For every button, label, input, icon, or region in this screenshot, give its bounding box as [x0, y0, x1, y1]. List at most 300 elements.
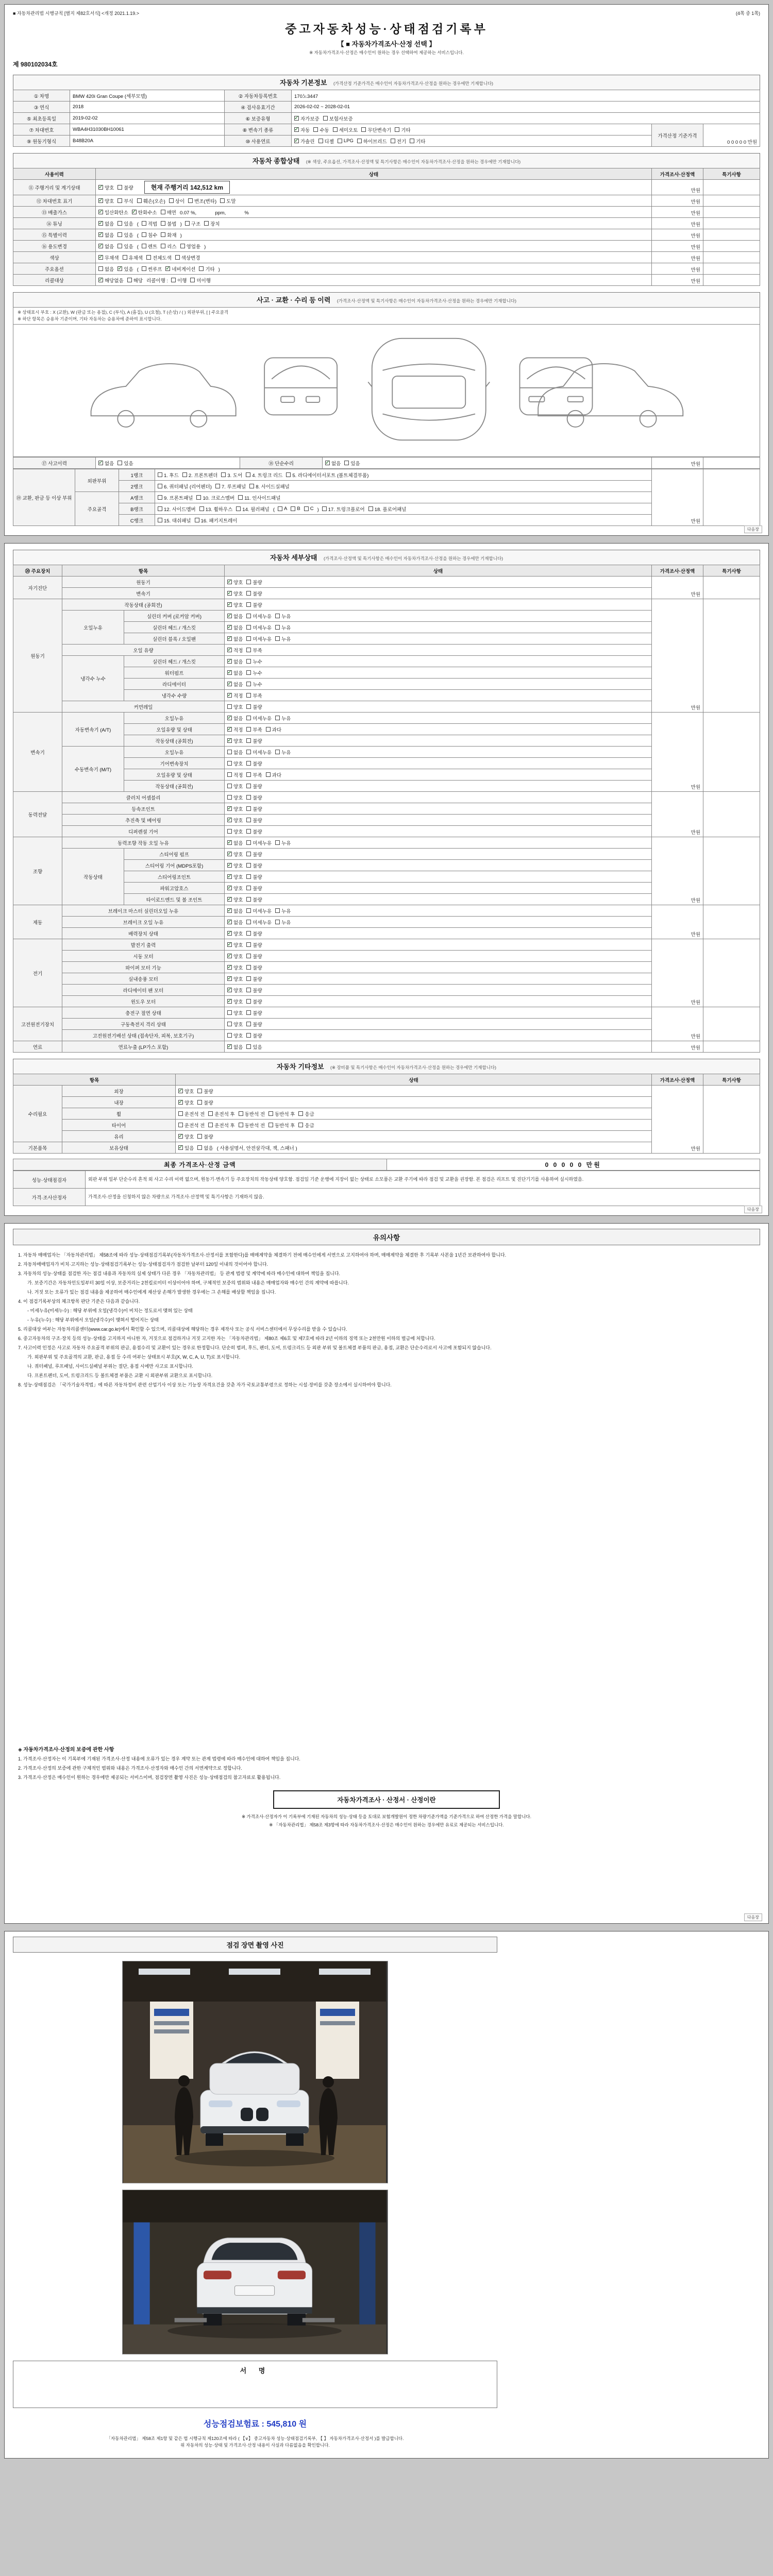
next-page-label[interactable]: 다음장: [744, 526, 762, 533]
checkbox-구조[interactable]: [185, 220, 200, 227]
checkbox-양호[interactable]: [227, 953, 243, 960]
checkbox-양호[interactable]: [227, 828, 243, 835]
checkbox-불량[interactable]: [197, 1133, 213, 1140]
field-label: ⑤ 최초등록일: [13, 113, 70, 124]
section-note-accident: (가격조사·산정액 및 특기사항은 매수인이 자동차가격조사·산정을 원하는 경우에만 기재합니다): [337, 298, 516, 303]
checkbox-불량[interactable]: [246, 1009, 262, 1016]
checkbox-양호[interactable]: [98, 197, 114, 205]
car-outline-diagram-svg: [52, 329, 721, 450]
field-label: ⑫ 차대번호 표기: [13, 195, 96, 207]
field-value: [225, 826, 652, 837]
checkbox-label: 미이행: [196, 278, 211, 284]
checkbox-3. 도어[interactable]: [221, 471, 242, 479]
checkbox-적정[interactable]: [227, 726, 243, 733]
checkbox-미이행[interactable]: [190, 277, 211, 284]
checkbox-있음[interactable]: [117, 220, 133, 227]
checkbox-적정[interactable]: [227, 692, 243, 699]
checkbox-불량[interactable]: [246, 579, 262, 586]
checkbox-box: [246, 659, 251, 664]
checkbox-있음[interactable]: [117, 231, 133, 239]
checkbox-box: [227, 682, 232, 686]
checkbox-이행[interactable]: [171, 277, 187, 284]
checkbox-label: 양호: [233, 580, 243, 586]
checkbox-불량[interactable]: [246, 964, 262, 971]
field-label: 브레이크 마스터 실린더오일 누유: [62, 905, 225, 917]
checkbox-A[interactable]: [278, 506, 287, 512]
checkbox-box: [204, 221, 209, 226]
checkbox-box: [333, 127, 338, 132]
checkbox-없음[interactable]: [227, 613, 243, 620]
field-label: 원동기: [62, 577, 225, 588]
checkbox-없음[interactable]: [227, 919, 243, 926]
checkbox-일산화탄소[interactable]: [98, 209, 128, 216]
checkbox-누유[interactable]: [275, 919, 291, 926]
checkbox-운전석 전[interactable]: [178, 1122, 205, 1129]
field-label: 상태: [96, 168, 652, 180]
checkbox-양호[interactable]: [178, 1088, 194, 1095]
checkbox-box: [268, 1111, 273, 1116]
checkbox-있음[interactable]: [178, 1144, 194, 1151]
checkbox-label: 불량: [204, 1089, 213, 1095]
checkbox-누유[interactable]: [275, 613, 291, 620]
checkbox-label: 없음: [105, 461, 114, 467]
table-row: [13, 241, 760, 252]
checkbox-불량[interactable]: [246, 817, 262, 824]
checkbox-box: [98, 244, 103, 248]
checkbox-box: [178, 1123, 183, 1127]
checkbox-운전석 후[interactable]: [208, 1110, 234, 1117]
checkbox-불량[interactable]: [246, 930, 262, 937]
field-value: [96, 195, 652, 207]
checkbox-양호[interactable]: [178, 1099, 194, 1106]
checkbox-동반석 후[interactable]: [268, 1110, 295, 1117]
checkbox-미세누유[interactable]: [246, 613, 272, 620]
checkbox-label: 운전석 후: [214, 1123, 235, 1129]
checkbox-자가보증[interactable]: [294, 115, 320, 122]
checkbox-동반석 전[interactable]: [239, 1110, 265, 1117]
checkbox-양호[interactable]: [227, 590, 243, 597]
checkbox-box: [391, 139, 395, 143]
checkbox-전체도색[interactable]: [146, 254, 172, 261]
checkbox-부족[interactable]: [246, 647, 262, 654]
checkbox-18. 플로어패널[interactable]: [368, 505, 407, 513]
checkbox-12. 사이드멤버[interactable]: [158, 505, 196, 513]
checkbox-누수[interactable]: [246, 658, 262, 665]
checkbox-적정[interactable]: [227, 771, 243, 778]
car-top-view: [368, 338, 490, 440]
checkbox-box: [246, 772, 251, 777]
checkbox-양호[interactable]: [227, 851, 243, 858]
checkbox-box: [227, 908, 232, 913]
checkbox-11. 인사이드패널[interactable]: [238, 494, 280, 501]
field-value: 2019-02-02: [70, 113, 225, 124]
checkbox-box: [227, 738, 232, 743]
checkbox-양호[interactable]: [227, 964, 243, 971]
checkbox-없음[interactable]: [227, 839, 243, 846]
field-value: [703, 713, 760, 792]
checkbox-양호[interactable]: [227, 1032, 243, 1039]
checkbox-부족[interactable]: [246, 771, 262, 778]
checkbox-양호[interactable]: [227, 703, 243, 710]
checkbox-누수[interactable]: [246, 681, 262, 688]
checkbox-17. 트렁크플로어[interactable]: [322, 505, 365, 513]
checkbox-디젤[interactable]: [318, 138, 334, 145]
checkbox-전기[interactable]: [391, 138, 406, 145]
checkbox-양호[interactable]: [227, 760, 243, 767]
checkbox-양호[interactable]: [227, 783, 243, 790]
checkbox-불량[interactable]: [246, 1032, 262, 1039]
checkbox-label: 미세누유: [253, 716, 272, 722]
field-value: [96, 207, 652, 218]
checkbox-적법[interactable]: [142, 220, 157, 227]
checkbox-있음[interactable]: [117, 243, 133, 250]
table-row: [13, 218, 760, 229]
checkbox-양호[interactable]: [227, 998, 243, 1005]
checkbox-없음[interactable]: [227, 624, 243, 631]
field-value: [703, 263, 760, 275]
checkbox-없음[interactable]: [227, 681, 243, 688]
checkbox-누유[interactable]: [275, 907, 291, 914]
checkbox-양호[interactable]: [227, 1021, 243, 1028]
checkbox-label: 수동: [320, 127, 329, 133]
checkbox-불량[interactable]: [246, 941, 262, 948]
checkbox-label: 리스: [167, 244, 177, 250]
checkbox-탄화수소[interactable]: [132, 209, 157, 216]
checkbox-box: [246, 897, 251, 902]
checkbox-label: 불량: [253, 1033, 262, 1039]
checkbox-불량[interactable]: [246, 601, 262, 608]
checkbox-미세누유[interactable]: [246, 749, 272, 756]
checkbox-label: 적법: [147, 221, 158, 227]
field-value: [703, 207, 760, 218]
table-row: [13, 611, 760, 622]
checkbox-box: [266, 727, 271, 732]
field-value: 만원: [652, 229, 703, 241]
table-row: [13, 1030, 760, 1041]
section-header-detail: [13, 550, 760, 565]
field-value: [176, 1131, 652, 1142]
checkbox-label: 매연: [166, 210, 176, 216]
field-value: 만원: [652, 939, 703, 1007]
checkbox-부족[interactable]: [246, 726, 262, 733]
checkbox-14. 필러패널[interactable]: [236, 505, 270, 513]
field-label: 최종 가격조사·산정 금액: [13, 1159, 387, 1171]
checkbox-있음[interactable]: [344, 460, 360, 467]
checkbox-색상변경[interactable]: [175, 254, 200, 261]
checkbox-불량[interactable]: [246, 953, 262, 960]
checkbox-box: [161, 210, 165, 214]
checkbox-불량[interactable]: [246, 783, 262, 790]
checkbox-4. 트렁크 리드[interactable]: [246, 471, 282, 479]
checkbox-13. 휠하우스[interactable]: [199, 505, 233, 513]
checkbox-label: 누수: [253, 682, 262, 688]
checkbox-label: 불량: [253, 863, 262, 869]
field-label: 유리: [62, 1131, 176, 1142]
checkbox-양호[interactable]: [227, 579, 243, 586]
checkbox-누수[interactable]: [246, 669, 262, 676]
checkbox-세미오토[interactable]: [333, 126, 358, 133]
checkbox-label: 불량: [253, 874, 262, 880]
checkbox-양호[interactable]: [227, 737, 243, 744]
checkbox-썬루프[interactable]: [142, 265, 162, 273]
field-value: WBA4H31030BH10061: [70, 124, 225, 135]
cell-text: (: [137, 267, 139, 273]
checkbox-없음[interactable]: [197, 1144, 213, 1151]
checkbox-양호[interactable]: [98, 184, 114, 191]
checkbox-훼손(오손)[interactable]: [137, 197, 165, 205]
checkbox-없음[interactable]: [227, 749, 243, 756]
checkbox-불량[interactable]: [246, 828, 262, 835]
checkbox-미세누유[interactable]: [246, 839, 272, 846]
checkbox-label: 미세누유: [253, 908, 272, 914]
notice-line: 8. 성능·상태점검은 「국가기술자격법」에 따른 자동차정비 관련 산업기사 이상 또는 기능장 자격요건을 갖춘 자가 국토교통부령으로 정하는 시설·장비를 갖춘 장소에서 실시하여야 합니다.: [18, 1382, 392, 1387]
checkbox-없음[interactable]: [98, 231, 114, 239]
checkbox-누유[interactable]: [275, 839, 291, 846]
field-label: 구동축전지 격리 상태: [62, 1019, 225, 1030]
checkbox-없음[interactable]: [227, 658, 243, 665]
checkbox-label: 양호: [233, 976, 243, 982]
checkbox-양호[interactable]: [227, 885, 243, 892]
field-label: 윈도우 모터: [62, 996, 225, 1007]
checkbox-LPG[interactable]: [338, 138, 354, 144]
checkbox-양호[interactable]: [178, 1133, 194, 1140]
checkbox-불량[interactable]: [246, 975, 262, 982]
checkbox-불량[interactable]: [246, 590, 262, 597]
checkbox-불량[interactable]: [246, 703, 262, 710]
table-row: [13, 135, 760, 147]
checkbox-누유[interactable]: [275, 715, 291, 722]
checkbox-없음[interactable]: [98, 220, 114, 227]
photos-title: 점검 장면 촬영 사진: [13, 1937, 497, 1953]
checkbox-label: 양호: [233, 806, 243, 812]
checkbox-label: 양호: [105, 198, 114, 205]
checkbox-양호[interactable]: [227, 601, 243, 608]
checkbox-양호[interactable]: [227, 987, 243, 994]
table-row: [13, 275, 760, 286]
checkbox-없음[interactable]: [227, 1043, 243, 1050]
field-value: [225, 928, 652, 939]
checkbox-미세누유[interactable]: [246, 919, 272, 926]
checkbox-동반석 후[interactable]: [268, 1122, 295, 1129]
checkbox-불량[interactable]: [246, 862, 262, 869]
checkbox-적정[interactable]: [227, 647, 243, 654]
checkbox-box: [132, 210, 137, 214]
checkbox-불량[interactable]: [197, 1099, 213, 1106]
checkbox-가솔린[interactable]: [294, 138, 315, 145]
field-value: 만원: [652, 180, 703, 195]
checkbox-box: [227, 852, 232, 856]
field-value: [225, 1030, 652, 1041]
next-page-label[interactable]: 다음장: [744, 1913, 762, 1921]
checkbox-기타[interactable]: [199, 265, 214, 273]
footer-line-1: 「자동차관리법」 제58조 제1항 및 같은 법 시행규칙 제120조에 따라 ( 【∨】 중고자동차 성능·상태점검기록부, 【 】 자동차가격조사·산정서 )를 발급합니다.: [106, 2436, 404, 2441]
checkbox-C[interactable]: [304, 506, 314, 512]
field-value: BMW 420i Gran Coupe (세부모델): [70, 90, 225, 101]
checkbox-양호[interactable]: [227, 873, 243, 880]
checkbox-없음[interactable]: [98, 265, 114, 273]
checkbox-양호[interactable]: [227, 805, 243, 812]
signature-box[interactable]: [13, 2361, 497, 2408]
checkbox-없음[interactable]: [227, 669, 243, 676]
checkbox-label: 6. 쿼터패널 (리어펜더): [164, 484, 212, 490]
checkbox-없음[interactable]: [325, 460, 341, 467]
checkbox-없음[interactable]: [227, 715, 243, 722]
checkbox-도말[interactable]: [220, 197, 236, 205]
checkbox-box: [246, 818, 251, 822]
checkbox-box: [178, 1134, 183, 1139]
field-label: ⑬ 배출가스: [13, 207, 96, 218]
checkbox-불량[interactable]: [246, 851, 262, 858]
checkbox-렌트[interactable]: [142, 243, 157, 250]
checkbox-양호[interactable]: [227, 896, 243, 903]
checkbox-양호[interactable]: [227, 975, 243, 982]
notices-title: 유의사항: [13, 1229, 760, 1245]
checkbox-7. 루프패널[interactable]: [215, 483, 246, 490]
checkbox-불량[interactable]: [246, 760, 262, 767]
checkbox-기타[interactable]: [395, 126, 410, 133]
checkbox-동반석 전[interactable]: [239, 1122, 265, 1129]
checkbox-불량[interactable]: [246, 987, 262, 994]
checkbox-2. 프론트펜더[interactable]: [182, 471, 217, 479]
checkbox-자동[interactable]: [294, 126, 310, 133]
checkbox-수동[interactable]: [313, 126, 329, 133]
checkbox-불량[interactable]: [246, 896, 262, 903]
checkbox-불량[interactable]: [246, 873, 262, 880]
field-value: [225, 1041, 652, 1053]
checkbox-9. 프론트패널[interactable]: [158, 494, 193, 501]
checkbox-기타[interactable]: [410, 138, 425, 145]
checkbox-있음[interactable]: [117, 265, 133, 273]
field-label: 실린더 헤드 / 개스킷: [124, 622, 225, 633]
checkbox-10. 크로스멤버[interactable]: [196, 494, 234, 501]
field-label: 오일누유: [124, 747, 225, 758]
checkbox-양호[interactable]: [227, 817, 243, 824]
checkbox-운전석 후[interactable]: [208, 1122, 234, 1129]
checkbox-과다[interactable]: [266, 771, 281, 778]
checkbox-유채색[interactable]: [123, 254, 143, 261]
checkbox-label: 동반석 전: [244, 1111, 265, 1117]
checkbox-매연[interactable]: [161, 209, 176, 216]
checkbox-운전석 전[interactable]: [178, 1110, 205, 1117]
checkbox-네비게이션[interactable]: [165, 265, 195, 273]
checkbox-미세누유[interactable]: [246, 635, 272, 642]
checkbox-해당없음[interactable]: [98, 277, 124, 284]
checkbox-부식[interactable]: [117, 197, 133, 205]
checkbox-1. 후드[interactable]: [158, 471, 179, 479]
table-row: [13, 792, 760, 803]
checkbox-box: [246, 1044, 251, 1049]
checkbox-양호[interactable]: [227, 930, 243, 937]
checkbox-미세누유[interactable]: [246, 907, 272, 914]
checkbox-label: 불량: [253, 818, 262, 824]
checkbox-box: [238, 495, 243, 500]
table-row: [13, 917, 760, 928]
table-row: [13, 985, 760, 996]
checkbox-box: [246, 693, 251, 698]
checkbox-양호[interactable]: [227, 941, 243, 948]
checkbox-box: [146, 255, 151, 260]
checkbox-15. 대쉬패널[interactable]: [158, 517, 191, 524]
checkbox-양호[interactable]: [227, 1009, 243, 1016]
checkbox-없음[interactable]: [98, 460, 114, 467]
checkbox-무채색[interactable]: [98, 254, 119, 261]
checkbox-label: 양호: [233, 897, 243, 903]
checkbox-장치[interactable]: [204, 220, 220, 227]
table-row: [13, 837, 760, 849]
table-row: [13, 1097, 760, 1108]
checkbox-상이[interactable]: [169, 197, 184, 205]
checkbox-box: [246, 614, 251, 618]
checkbox-누유[interactable]: [275, 624, 291, 631]
checkbox-label: 17. 트렁크플로어: [328, 506, 365, 513]
checkbox-영업용[interactable]: [180, 243, 201, 250]
field-label: 외판부위: [75, 469, 119, 492]
checkbox-box: [368, 506, 373, 511]
checkbox-무단변속기[interactable]: [361, 126, 391, 133]
checkbox-불량[interactable]: [246, 794, 262, 801]
checkbox-침수[interactable]: [142, 231, 157, 239]
checkbox-box: [142, 221, 146, 226]
checkbox-불량[interactable]: [197, 1088, 213, 1095]
checkbox-label: 유채색: [128, 255, 143, 261]
checkbox-16. 패키지트레이[interactable]: [195, 517, 238, 524]
checkbox-응급[interactable]: [298, 1122, 314, 1129]
checkbox-응급[interactable]: [298, 1110, 314, 1117]
checkbox-없음[interactable]: [227, 907, 243, 914]
checkbox-B[interactable]: [291, 506, 300, 512]
checkbox-불량[interactable]: [246, 1021, 262, 1028]
checkbox-불량[interactable]: [246, 885, 262, 892]
checkbox-누유[interactable]: [275, 635, 291, 642]
checkbox-보험사보증[interactable]: [323, 115, 353, 122]
checkbox-불법[interactable]: [161, 220, 176, 227]
next-page-label[interactable]: 다음장: [744, 1206, 762, 1213]
checkbox-불량[interactable]: [246, 737, 262, 744]
checkbox-양호[interactable]: [227, 862, 243, 869]
table-row: [13, 747, 760, 758]
checkbox-양호[interactable]: [227, 794, 243, 801]
field-value: [703, 457, 760, 469]
checkbox-box: [208, 1123, 213, 1127]
field-label: 항목: [62, 565, 225, 577]
checkbox-미세누유[interactable]: [246, 715, 272, 722]
checkbox-없음[interactable]: [98, 243, 114, 250]
checkbox-8. 사이드실패널[interactable]: [249, 483, 290, 490]
checkbox-있음[interactable]: [246, 1043, 262, 1050]
checkbox-화재[interactable]: [161, 231, 176, 239]
form-page-2: [4, 543, 769, 1216]
checkbox-미세누유[interactable]: [246, 624, 272, 631]
checkbox-box: [98, 198, 103, 203]
checkbox-누유[interactable]: [275, 749, 291, 756]
checkbox-label: 부족: [253, 772, 262, 778]
checkbox-불량[interactable]: [117, 184, 133, 191]
checkbox-불량[interactable]: [246, 805, 262, 812]
form-title: 중고자동차성능·상태점검기록부: [285, 22, 488, 36]
field-label: 가격산정 기준가격: [651, 124, 703, 147]
checkbox-5. 라디에이터서포트 (볼트체결부품)[interactable]: [286, 471, 368, 479]
checkbox-하이브리드[interactable]: [357, 138, 387, 145]
checkbox-없음[interactable]: [227, 635, 243, 642]
checkbox-6. 쿼터패널 (리어펜더)[interactable]: [158, 483, 212, 490]
checkbox-과다[interactable]: [266, 726, 281, 733]
checkbox-부족[interactable]: [246, 692, 262, 699]
checkbox-변조(변타)[interactable]: [188, 197, 216, 205]
checkbox-리스[interactable]: [161, 243, 176, 250]
checkbox-불량[interactable]: [246, 998, 262, 1005]
checkbox-해당[interactable]: [127, 277, 143, 284]
checkbox-있음[interactable]: [117, 460, 133, 467]
